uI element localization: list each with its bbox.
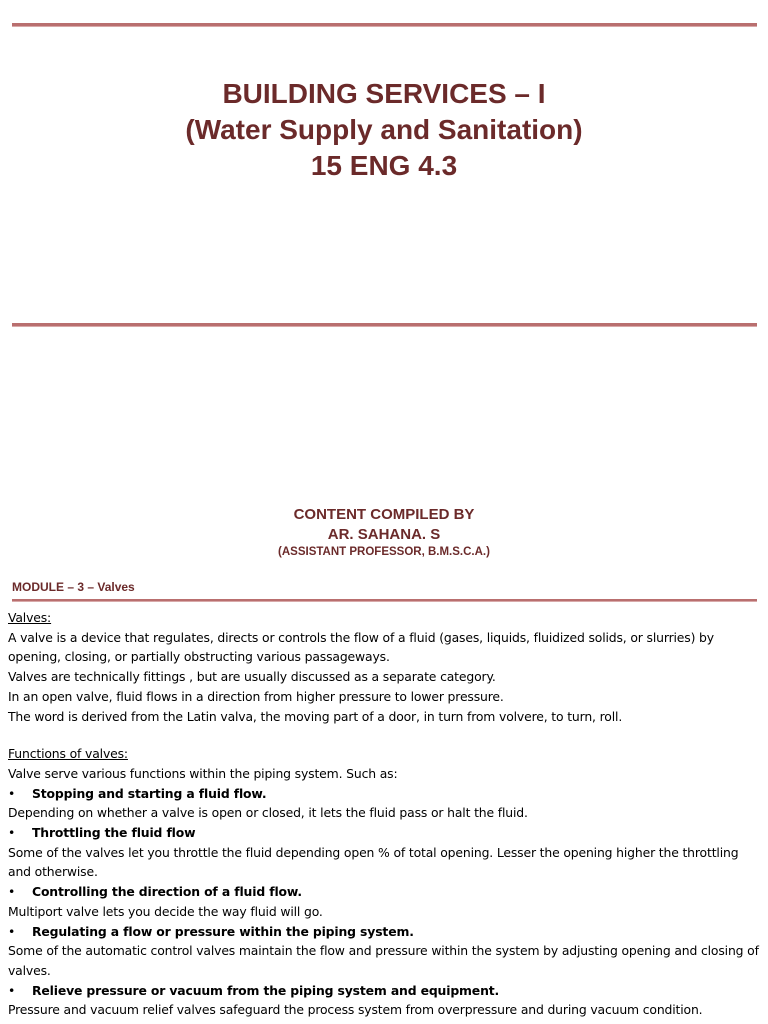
- title-block: [0, 76, 768, 184]
- bullet-icon: •: [8, 785, 16, 801]
- bullet-icon: •: [8, 982, 16, 998]
- module-label: MODULE – 3 – Valves: [12, 580, 135, 594]
- valves-paragraph: Valves are technically fittings , but are usually discussed as a separate category.: [8, 669, 496, 685]
- function-item-title: [8, 823, 760, 843]
- middle-divider: [12, 323, 757, 326]
- valves-paragraph: In an open valve, fluid flows in a direction from higher pressure to lower pressure.: [8, 688, 504, 704]
- functions-heading: Functions of valves:: [8, 746, 128, 762]
- function-item-desc: Some of the valves let you throttle the fluid depending open % of total opening. Lesser the opening higher the throttling and otherwise.: [8, 844, 739, 880]
- module-divider: [12, 599, 757, 601]
- function-title-text: Throttling the fluid flow: [32, 825, 196, 841]
- function-item-title: [8, 981, 760, 1001]
- document-body: [8, 608, 760, 1020]
- valves-heading: Valves:: [8, 610, 52, 625]
- top-divider: [12, 23, 757, 26]
- function-item-desc: Depending on whether a valve is open or closed, it lets the fluid pass or halt the fluid.: [8, 805, 528, 821]
- course-title: BUILDING SERVICES – I: [222, 78, 546, 109]
- function-item-desc: Pressure and vacuum relief valves safeguard the process system from overpressure and during vacuum condition.: [8, 1002, 703, 1018]
- function-title-text: Regulating a flow or pressure within the piping system.: [32, 923, 414, 939]
- course-code: 15 ENG 4.3: [310, 150, 458, 181]
- function-item-desc: Some of the automatic control valves maintain the flow and pressure within the system by adjusting opening and closing of valves.: [8, 943, 759, 978]
- function-item-title: [8, 784, 760, 804]
- function-title-text: Relieve pressure or vacuum from the piping system and equipment.: [32, 982, 500, 998]
- function-title-text: Stopping and starting a fluid flow.: [32, 785, 267, 801]
- section-spacer: [8, 726, 760, 744]
- function-item-title: [8, 922, 760, 942]
- author-designation: (ASSISTANT PROFESSOR, B.M.S.C.A.): [278, 546, 490, 558]
- bullet-icon: •: [8, 923, 16, 939]
- bullet-icon: •: [8, 825, 16, 841]
- author-name: AR. SAHANA. S: [327, 526, 441, 543]
- course-subtitle: (Water Supply and Sanitation): [185, 114, 583, 145]
- credits-block: [0, 505, 768, 560]
- functions-intro: Valve serve various functions within the piping system. Such as:: [8, 765, 398, 781]
- valves-paragraph: The word is derived from the Latin valva, the moving part of a door, in turn from volvere, to turn, roll.: [8, 708, 623, 724]
- function-title-text: Controlling the direction of a fluid flow.: [32, 884, 302, 900]
- compiled-by-label: CONTENT COMPILED BY: [293, 506, 475, 523]
- bullet-icon: •: [8, 884, 16, 900]
- valves-paragraph: A valve is a device that regulates, directs or controls the flow of a fluid (gases, liquids, fluidized solids, or slurries) by opening, closing, or partially obstructing various passageways.: [8, 629, 714, 665]
- function-item-title: [8, 882, 760, 902]
- function-item-desc: Multiport valve lets you decide the way fluid will go.: [8, 903, 323, 919]
